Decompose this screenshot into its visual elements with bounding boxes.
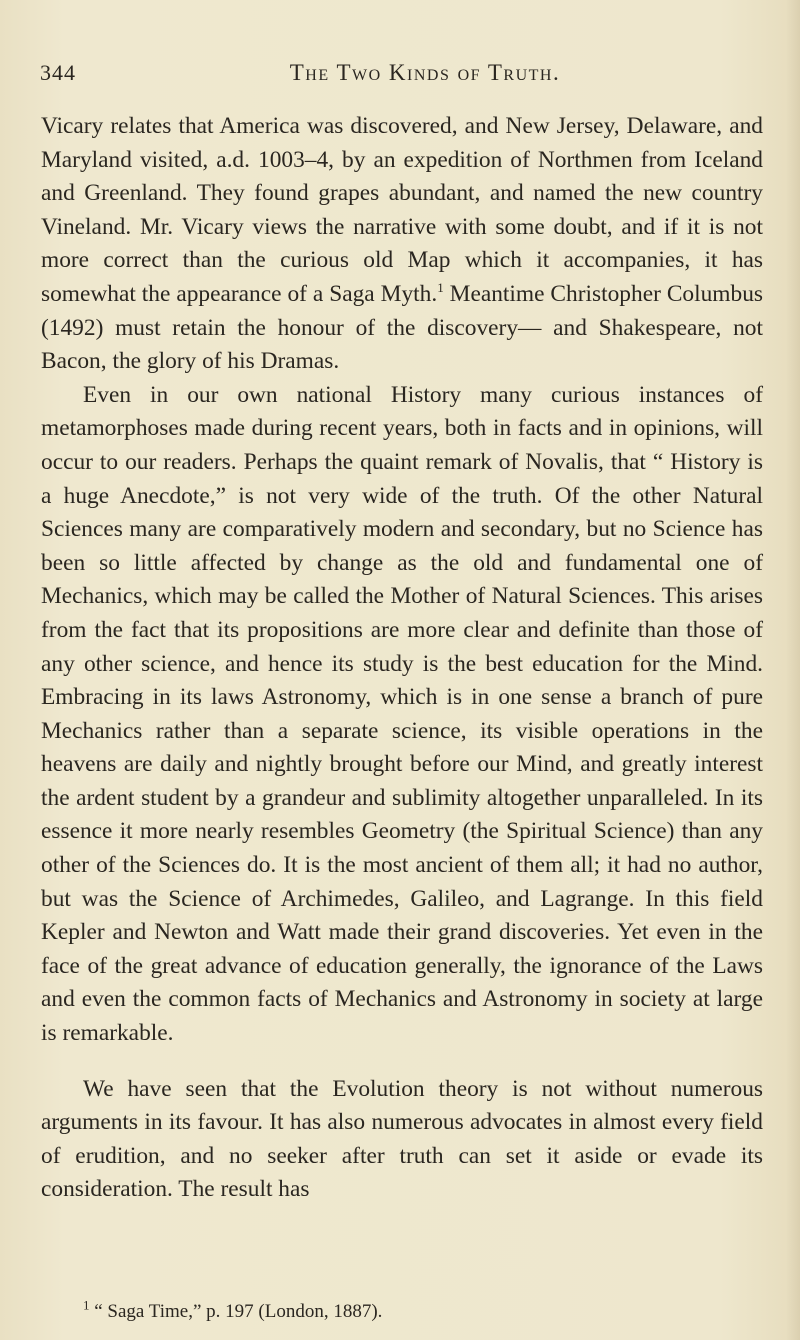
footnote (83, 1297, 783, 1324)
paragraph-1-text-a: Vicary relates that America was discovered, and New Jersey, Delaware, and Maryland visited, a.d. 1003–4, by an expedition of Northmen from Iceland and Greenland. They found grapes abundant, and named the new country Vineland. Mr. Vicary views the narrative with some doubt, and if it is not more correct than the curious old Map which it accompanies, it has somewhat the appearance of a Saga Myth. (41, 113, 763, 307)
paragraph-2: Even in our own national History many curious instances of metamorphoses made during recent years, both in facts and in opinions, will occur to our readers. Perhaps the quaint remark of Novalis, that “ History is a huge Anecdote,” is not very wide of the truth. Of the other Natural Sciences many are comparatively modern and secondary, but no Science has been so little affected by change as the old and fundamental one of Mechanics, which may be called the Mother of Natural Sciences. This arises from the fact that its propositions are more clear and definite than those of any other science, and hence its study is the best education for the Mind. Embracing in its laws Astronomy, which is in one sense a branch of pure Mechanics rather than a separate science, its visible operations in the heavens are daily and nightly brought before our Mind, and greatly interest the ardent student by a grandeur and sublimity altogether unparalleled. In its essence it more nearly resembles Geometry (the Spiritual Science) than any other of the Sciences do. It is the most ancient of them all; it had no author, but was the Science of Archimedes, Galileo, and Lagrange. In this field Kepler and Newton and Watt made their grand discoveries. Yet even in the face of the great advance of education generally, the ignorance of the Laws and even the common facts of Mechanics and Astronomy in society at large is remarkable. (41, 381, 763, 1047)
body-text (41, 110, 763, 1207)
page-edge-shadow (786, 0, 800, 1340)
footnote-marker: 1 (83, 1297, 90, 1313)
footnote-text: “ Saga Time,” p. 197 (London, 1887). (89, 1301, 383, 1322)
paragraph-3: We have seen that the Evolution theory is not without numerous arguments in its favour. It has also numerous advocates in almost every field of erudition, and no seeker after truth can set it aside or evade its consideration. The result has (41, 1075, 763, 1203)
footnote-reference: 1 (437, 280, 444, 296)
page-header (40, 60, 760, 90)
paragraph-1-text-b: Meantime Christopher Columbus (1492) must retain the honour of the discovery— and Shakespeare, not Bacon, the glory of his Dramas. (41, 280, 763, 375)
page-number: 344 (40, 60, 76, 85)
paragraph-1 (41, 110, 763, 379)
running-title: The Two Kinds of Truth. (289, 60, 561, 85)
